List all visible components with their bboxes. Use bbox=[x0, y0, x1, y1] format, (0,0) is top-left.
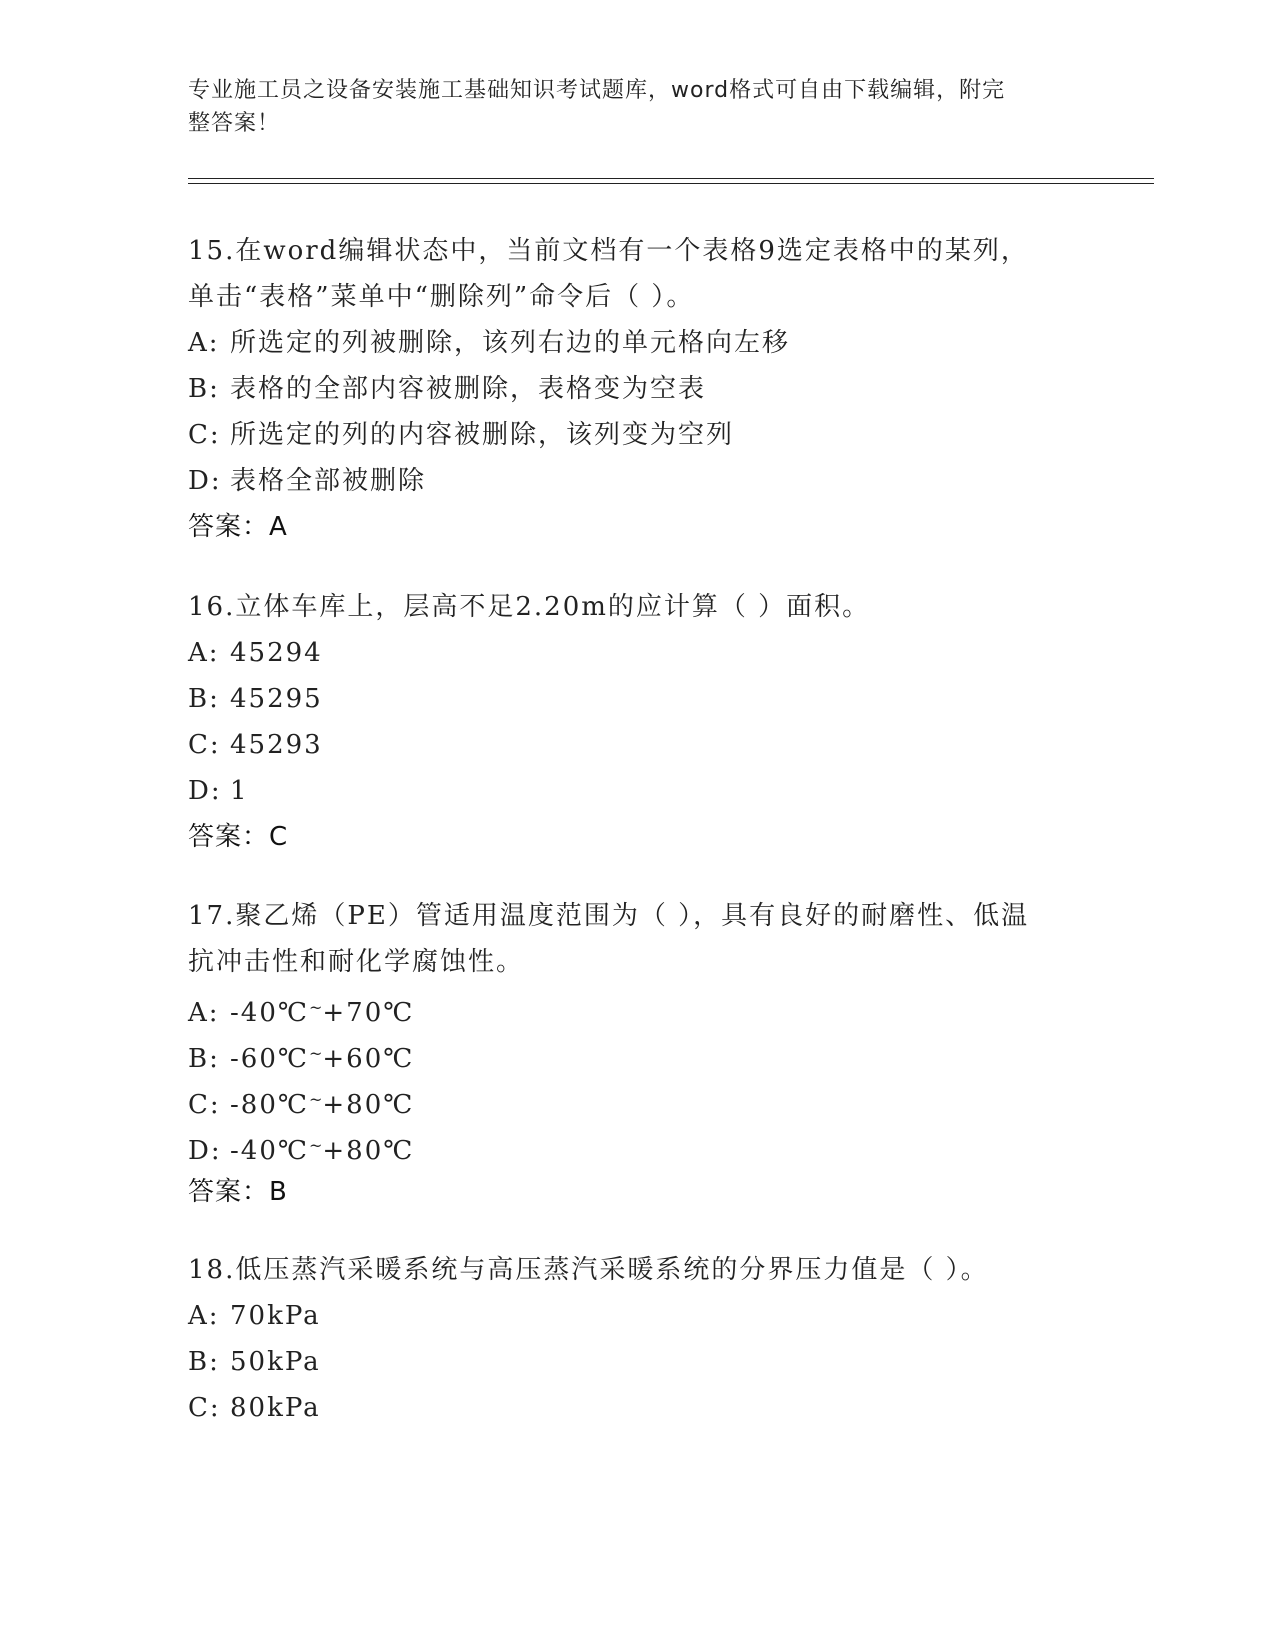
header-rule-bottom bbox=[188, 183, 1154, 184]
range-high: +80℃ bbox=[322, 1136, 415, 1166]
range-low: -60℃ bbox=[230, 1044, 309, 1074]
option-letter: C: bbox=[188, 1393, 221, 1423]
range-high: +60℃ bbox=[322, 1044, 415, 1074]
option-letter: B: bbox=[188, 1044, 220, 1074]
option-text: 所选定的列的内容被删除，该列变为空列 bbox=[230, 420, 735, 450]
question-stem-line: 15.在word编辑状态中，当前文档有一个表格9选定表格中的某列， bbox=[188, 236, 1029, 266]
option-letter: B: bbox=[188, 684, 220, 714]
option-letter: B: bbox=[188, 374, 220, 404]
option-letter: A: bbox=[188, 1301, 220, 1331]
option-text: 70kPa bbox=[230, 1301, 321, 1331]
option-c bbox=[188, 722, 1088, 768]
header-line-2: 整答案！ bbox=[188, 111, 281, 136]
option-d bbox=[188, 768, 1088, 814]
option-letter: D: bbox=[188, 466, 222, 496]
option-c bbox=[188, 412, 1088, 458]
answer-line: 答案：A bbox=[188, 512, 288, 542]
header-line-1: 专业施工员之设备安装施工基础知识考试题库，word格式可自由下载编辑，附完 bbox=[188, 78, 1006, 103]
option-letter: D: bbox=[188, 776, 222, 806]
option-letter: C: bbox=[188, 1090, 221, 1120]
question-18 bbox=[188, 1247, 1088, 1431]
option-b bbox=[188, 366, 1088, 412]
option-letter: C: bbox=[188, 730, 221, 760]
question-stem-line: 单击“表格”菜单中“删除列”命令后（ ）。 bbox=[188, 282, 695, 312]
option-text: 表格的全部内容被删除，表格变为空表 bbox=[230, 374, 707, 404]
option-letter: A: bbox=[188, 998, 220, 1028]
option-text: 表格全部被删除 bbox=[230, 466, 427, 496]
range-low: -80℃ bbox=[230, 1090, 309, 1120]
range-high: +70℃ bbox=[322, 998, 415, 1028]
option-text: 45294 bbox=[230, 638, 323, 668]
option-text: 45293 bbox=[230, 730, 323, 760]
answer-line: 答案：C bbox=[188, 822, 289, 852]
question-15 bbox=[188, 228, 1088, 550]
option-b bbox=[188, 676, 1088, 722]
option-d bbox=[188, 458, 1088, 504]
range-separator: ~ bbox=[308, 1090, 323, 1109]
option-letter: B: bbox=[188, 1347, 220, 1377]
answer-line: 答案：B bbox=[188, 1177, 288, 1207]
question-17 bbox=[188, 893, 1088, 1215]
document-header bbox=[188, 74, 1068, 140]
option-c bbox=[188, 1077, 1088, 1123]
question-stem-line: 抗冲击性和耐化学腐蚀性。 bbox=[188, 947, 525, 977]
range-low: -40℃ bbox=[230, 998, 309, 1028]
option-b bbox=[188, 1339, 1088, 1385]
option-text: 45295 bbox=[230, 684, 323, 714]
option-letter: C: bbox=[188, 420, 221, 450]
option-text: 50kPa bbox=[230, 1347, 321, 1377]
option-letter: A: bbox=[188, 638, 220, 668]
option-a bbox=[188, 630, 1088, 676]
option-d bbox=[188, 1123, 1088, 1169]
option-a bbox=[188, 320, 1088, 366]
option-a bbox=[188, 1293, 1088, 1339]
range-separator: ~ bbox=[308, 1044, 323, 1063]
option-letter: D: bbox=[188, 1136, 222, 1166]
question-stem-line: 18.低压蒸汽采暖系统与高压蒸汽采暖系统的分界压力值是（ ）。 bbox=[188, 1255, 989, 1285]
option-c bbox=[188, 1385, 1088, 1431]
option-text: 80kPa bbox=[230, 1393, 321, 1423]
range-separator: ~ bbox=[308, 998, 323, 1017]
option-text: 1 bbox=[230, 776, 249, 806]
question-stem-line: 16.立体车库上，层高不足2.20m的应计算（ ）面积。 bbox=[188, 592, 871, 622]
option-text: 所选定的列被删除，该列右边的单元格向左移 bbox=[230, 328, 791, 358]
header-rule-top bbox=[188, 178, 1154, 179]
option-b bbox=[188, 1031, 1088, 1077]
range-high: +80℃ bbox=[322, 1090, 415, 1120]
range-separator: ~ bbox=[308, 1136, 323, 1155]
option-a bbox=[188, 985, 1088, 1031]
range-low: -40℃ bbox=[230, 1136, 309, 1166]
question-16 bbox=[188, 584, 1088, 860]
option-letter: A: bbox=[188, 328, 220, 358]
question-stem-line: 17.聚乙烯（PE）管适用温度范围为（ ），具有良好的耐磨性、低温 bbox=[188, 901, 1030, 931]
